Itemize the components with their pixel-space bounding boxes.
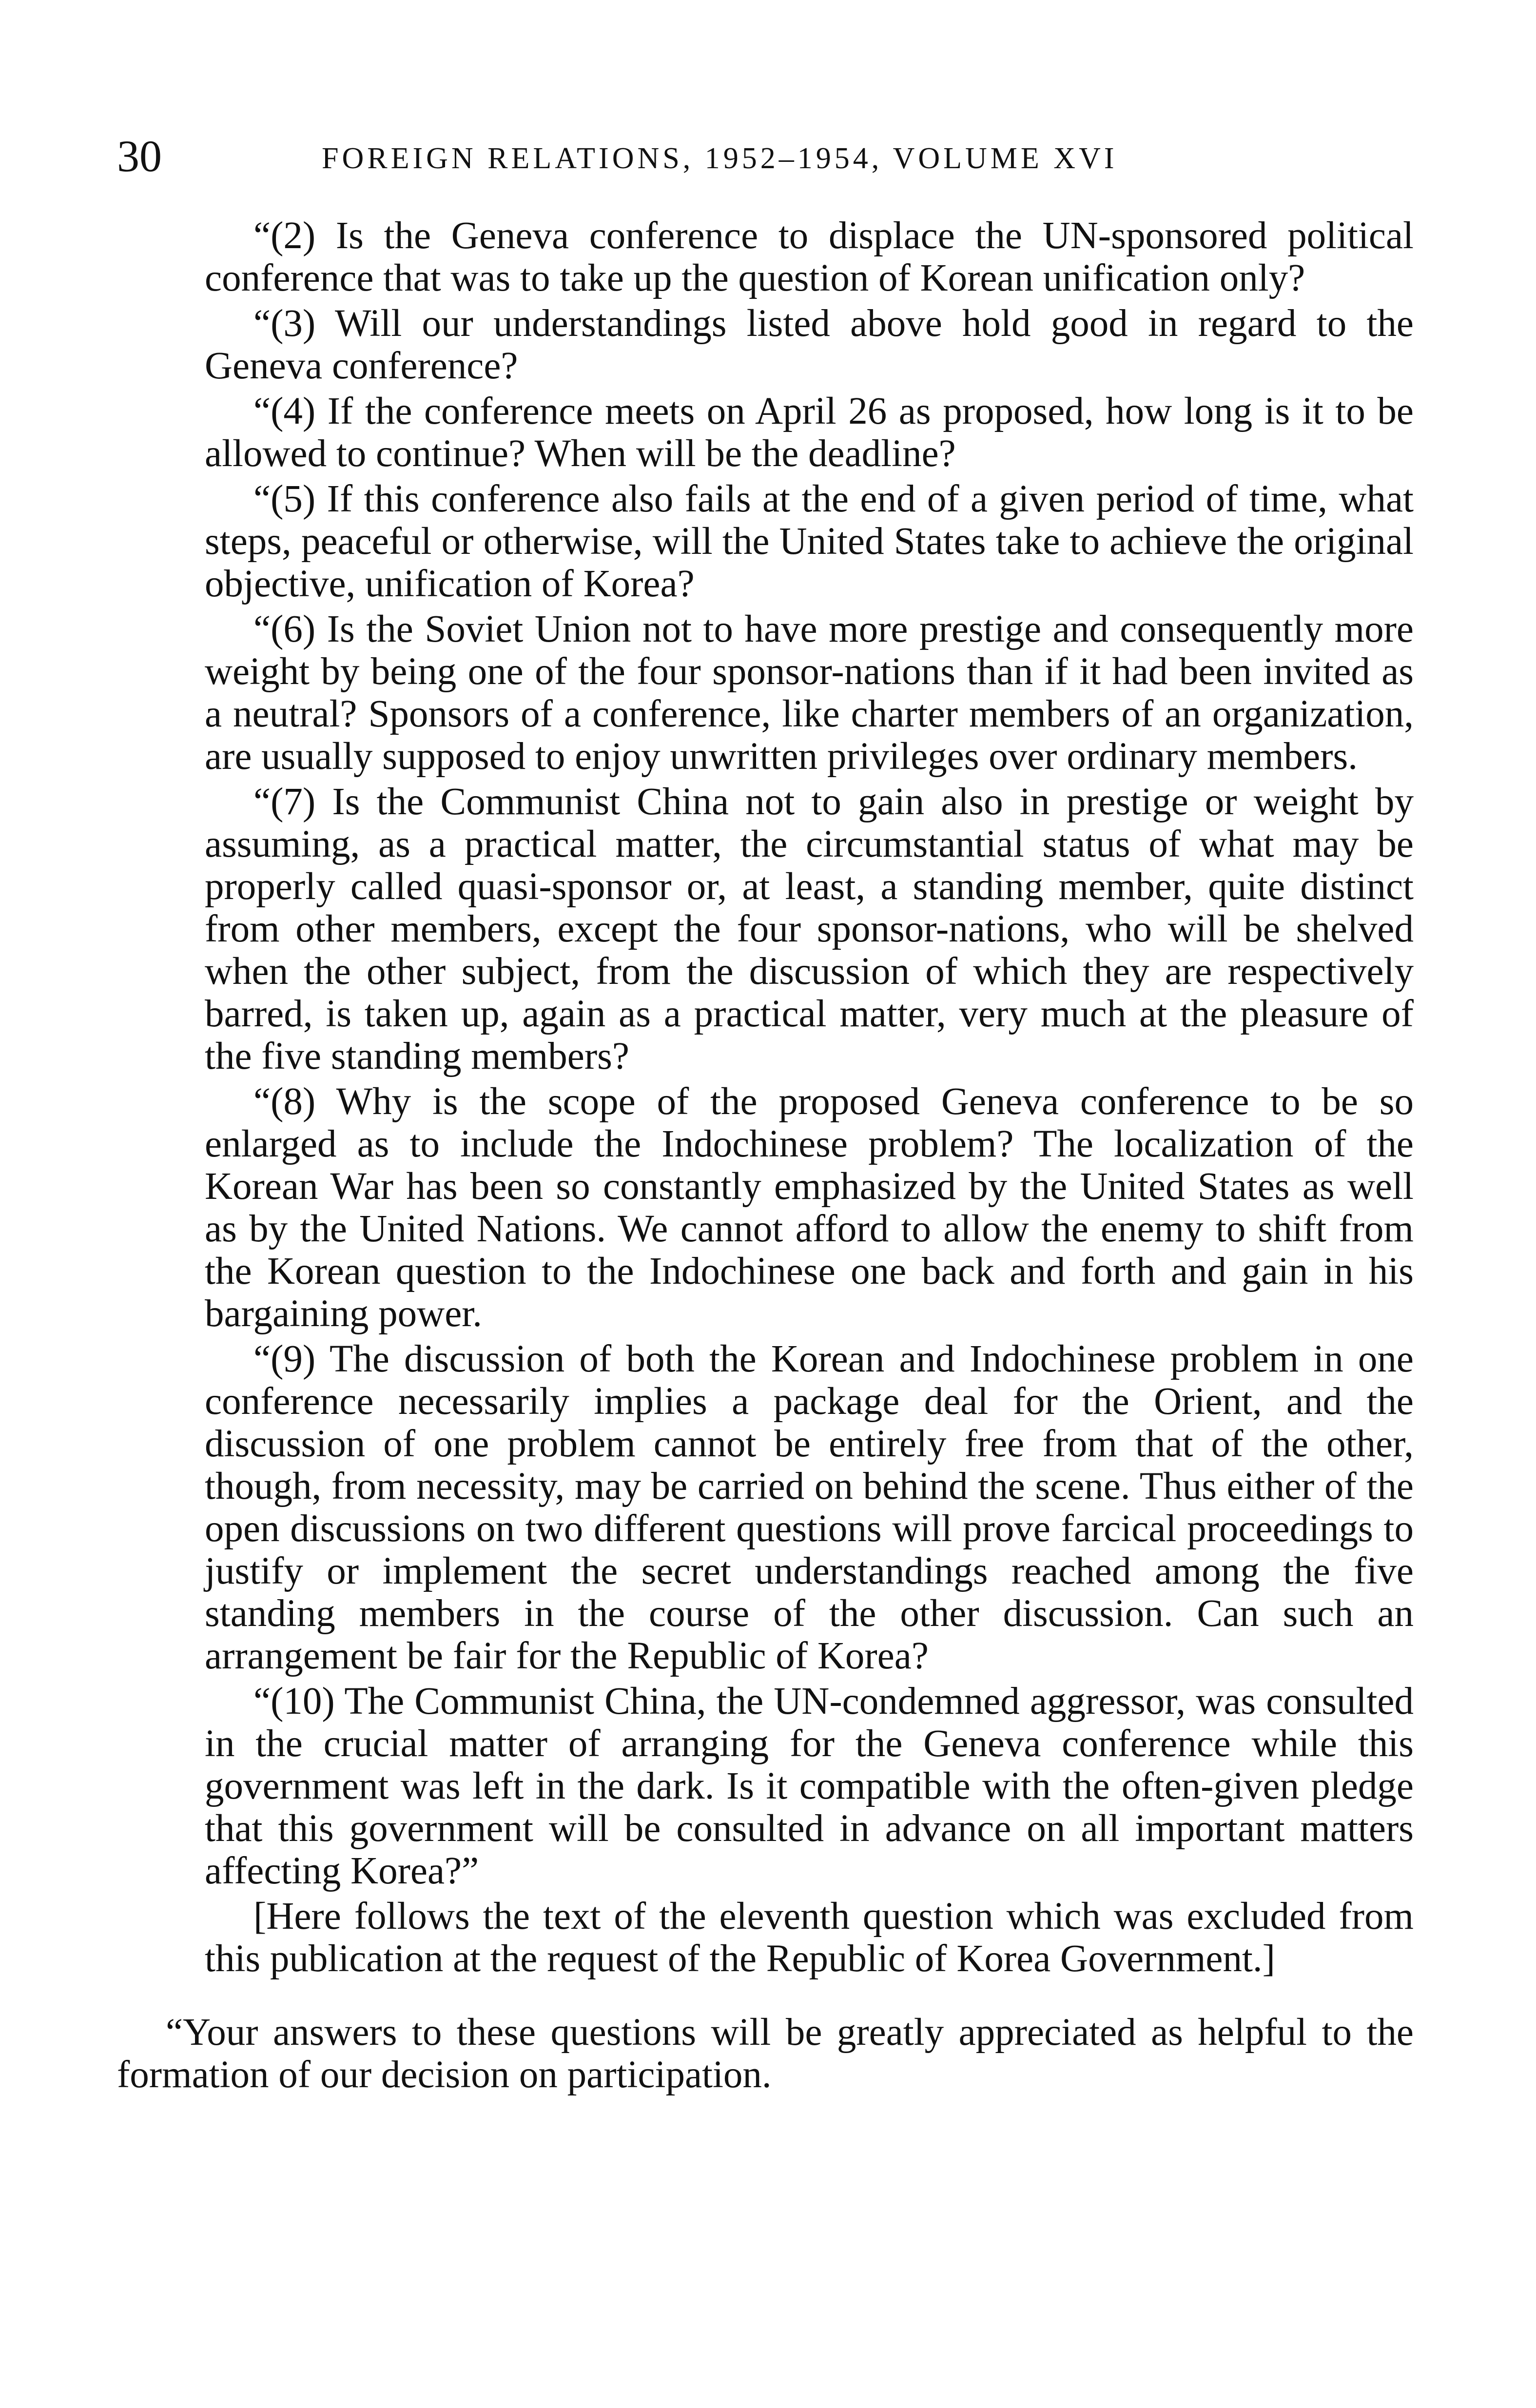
question-2-paragraph: “(2) Is the Geneva conference to displace the UN-sponsored political conference that was to take up the question of Korean unification only? xyxy=(205,215,1414,299)
question-10-paragraph: “(10) The Communist China, the UN-condemned aggressor, was consulted in the crucial matter of arranging for the Geneva conference while this government was left in the dark. Is it compatible with the often-given pledge that this government will be consulted in advance on all important matters affecting Korea?” xyxy=(205,1680,1414,1892)
question-8-paragraph: “(8) Why is the scope of the proposed Geneva conference to be so enlarged as to include the Indochinese problem? The localization of the Korean War has been so constantly emphasized by the United States as well as by the United Nations. We cannot afford to allow the enemy to shift from the Korean question to the Indochinese one back and forth and gain in his bargaining power. xyxy=(205,1080,1414,1335)
closing-paragraph: “Your answers to these questions will be greatly appreciated as helpful to the formation of our decision on participation. xyxy=(117,2011,1414,2096)
question-9-paragraph: “(9) The discussion of both the Korean and Indochinese problem in one conference necessarily implies a package deal for the Orient, and the discussion of one problem cannot be entirely free from that of the other, though, from necessity, may be carried on behind the scene. Thus either of the open discussions on two different questions will prove farcical proceedings to justify or implement the secret understandings reached among the five standing members in the course of the other discussion. Can such an arrangement be fair for the Republic of Korea? xyxy=(205,1338,1414,1677)
question-5-paragraph: “(5) If this conference also fails at the end of a given period of time, what steps, peaceful or otherwise, will the United States take to achieve the original objective, unification of Korea? xyxy=(205,478,1414,605)
question-list xyxy=(205,215,1414,1980)
editorial-note-paragraph: [Here follows the text of the eleventh question which was excluded from this publication at the request of the Republic of Korea Government.] xyxy=(205,1895,1414,1980)
question-3-paragraph: “(3) Will our understandings listed above hold good in regard to the Geneva conference? xyxy=(205,302,1414,387)
question-7-paragraph: “(7) Is the Communist China not to gain also in prestige or weight by assuming, as a practical matter, the circumstantial status of what may be properly called quasi-sponsor or, at least, a standing member, quite distinct from other members, except the four sponsor-nations, who will be shelved when the other subject, from the discussion of which they are respectively barred, is taken up, again as a practical matter, very much at the pleasure of the five standing members? xyxy=(205,781,1414,1077)
body-text xyxy=(117,215,1414,2099)
page-header xyxy=(117,127,1414,185)
running-head: FOREIGN RELATIONS, 1952–1954, VOLUME XVI xyxy=(322,142,1118,175)
question-4-paragraph: “(4) If the conference meets on April 26 as proposed, how long is it to be allowed to continue? When will be the deadline? xyxy=(205,390,1414,475)
page-number: 30 xyxy=(117,131,162,181)
question-6-paragraph: “(6) Is the Soviet Union not to have more prestige and consequently more weight by being one of the four sponsor-nations than if it had been invited as a neutral? Sponsors of a conference, like charter members of an organization, are usually supposed to enjoy unwritten privileges over ordinary members. xyxy=(205,608,1414,778)
